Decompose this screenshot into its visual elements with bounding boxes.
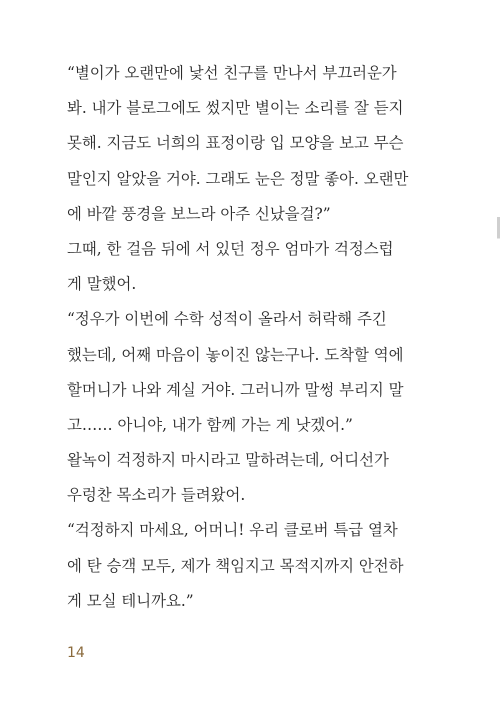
page-number: 14 [67,645,85,661]
text-line: 봐. 내가 블로그에도 썼지만 별이는 소리를 잘 듣지 [67,99,404,118]
text-line: 에 탄 승객 모두, 제가 책임지고 목적지까지 안전하 [67,556,404,575]
text-line: 게 모실 테니까요.” [67,591,194,610]
text-line: 말인지 알았을 거야. 그래도 눈은 정말 좋아. 오랜만 [67,169,409,188]
text-line: 할머니가 나와 계실 거야. 그러니까 말썽 부리지 말 [67,380,404,399]
text-line: 고…… 아니야, 내가 함께 가는 게 낫겠어.” [67,415,353,434]
text-line: “걱정하지 마세요, 어머니! 우리 클로버 특급 열차 [67,521,398,540]
text-line: 했는데, 어째 마음이 놓이진 않는구나. 도착할 역에 [67,345,404,364]
text-line: 게 말했어. [67,275,137,294]
body-text [67,56,427,619]
text-line: “정우가 이번에 수학 성적이 올라서 허락해 주긴 [67,310,387,329]
text-line: 에 바깥 풍경을 보느라 아주 신났을걸?” [67,204,331,223]
text-line: 그때, 한 걸음 뒤에 서 있던 정우 엄마가 걱정스럽 [67,239,394,258]
text-line: 왈녹이 걱정하지 마시라고 말하려는데, 어디선가 [67,451,389,470]
text-line: 못해. 지금도 너희의 표정이랑 입 모양을 보고 무슨 [67,134,404,153]
text-line: 우렁찬 목소리가 들려왔어. [67,486,246,505]
text-line: “별이가 오랜만에 낯선 친구를 만나서 부끄러운가 [67,64,397,82]
